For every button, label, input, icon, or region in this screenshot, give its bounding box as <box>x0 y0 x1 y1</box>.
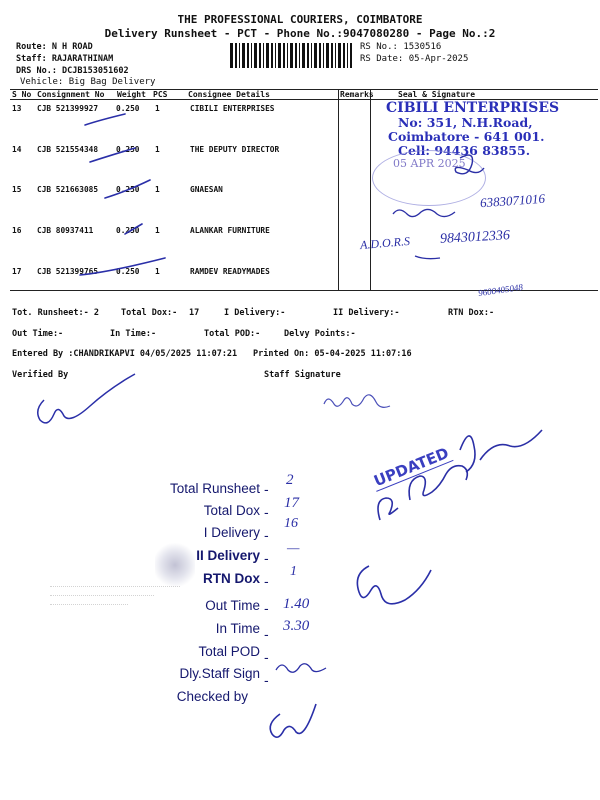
verified-by-label: Verified By <box>12 370 69 380</box>
row-pcs: 1 <box>155 267 160 276</box>
row-pcs: 1 <box>155 145 160 154</box>
rs-no-label: RS No.: 1530516 <box>360 42 442 52</box>
form-dly-staff-signature <box>272 656 332 682</box>
col-seal: Seal & Signature <box>398 90 476 99</box>
row-consignment: CJB 521663085 <box>37 185 99 194</box>
row-weight: 0.250 <box>116 267 140 276</box>
table-row <box>12 185 342 197</box>
barcode <box>230 43 352 68</box>
row-sno: 14 <box>12 145 22 154</box>
stamp-company: CIBILI ENTERPRISES <box>386 100 560 116</box>
route-label: Route: N H ROAD <box>16 42 93 52</box>
total-dox-value: 17 <box>189 308 200 318</box>
form-val-rtn-dox: 1 <box>290 564 297 579</box>
recipient-signature-marks <box>385 200 485 260</box>
staff-label: Staff: RAJARATHINAM <box>16 54 114 64</box>
form-dashes: - - - - - - - - - <box>264 481 269 688</box>
row-sno: 15 <box>12 185 22 194</box>
form-val-runsheet: 2 <box>286 472 294 488</box>
stamp-address: No: 351, N.H.Road, <box>398 115 533 130</box>
stamp-cell: Cell: 94436 83855. <box>398 143 531 158</box>
i-delivery-label: I Delivery:- <box>224 308 286 318</box>
form-val-ii-delivery: — <box>287 541 300 556</box>
date-stamp-text: 05 APR 2025 <box>393 157 466 170</box>
form-total-dox: Total Dox <box>203 503 260 518</box>
rtn-dox-label: RTN Dox:- <box>448 308 495 318</box>
form-checked-by: Checked by <box>176 689 248 704</box>
row-consignment: CJB 521399765 <box>37 267 99 276</box>
row-weight: 0.250 <box>116 226 140 235</box>
seal-squiggle <box>450 150 490 190</box>
staff-signature <box>318 388 398 416</box>
col-sno: S No <box>12 90 32 99</box>
form-out-time: Out Time <box>205 598 260 613</box>
col-consignee: Consignee Details <box>188 90 270 99</box>
row-consignee: GNAESAN <box>190 185 223 194</box>
row-sno: 16 <box>12 226 22 235</box>
form-val-dox: 17 <box>284 495 299 511</box>
form-val-out-time: 1.40 <box>283 596 310 612</box>
tot-runsheet: Tot. Runsheet:- 2 <box>12 308 99 318</box>
row-consignment: CJB 80937411 <box>37 226 94 235</box>
total-pod-label: Total POD:- <box>204 329 261 339</box>
row-pcs: 1 <box>155 226 160 235</box>
total-dox-label: Total Dox:- <box>121 308 178 318</box>
rs-date-label: RS Date: 05-Apr-2025 <box>360 54 469 64</box>
row-consignee: THE DEPUTY DIRECTOR <box>190 145 280 154</box>
delivery-tick-marks <box>80 100 160 290</box>
row-consignee: CIBILI ENTERPRISES <box>190 104 275 113</box>
row-consignee: RAMDEV READYMADES <box>190 267 270 276</box>
stamp-city: Coimbatore - 641 001. <box>388 129 545 144</box>
faded-print <box>50 580 180 620</box>
table-row <box>12 226 342 238</box>
form-i-delivery: I Delivery <box>203 525 260 540</box>
ii-delivery-label: II Delivery:- <box>333 308 400 318</box>
form-rtn-dox: RTN Dox <box>203 571 260 586</box>
entered-by: Entered By :CHANDRIKAPVI 04/05/2025 11:07:21 <box>12 349 238 359</box>
printed-on: Printed On: 05-04-2025 11:07:16 <box>253 349 412 359</box>
table-row <box>12 145 342 157</box>
col-consignment: Consignment No <box>37 90 105 99</box>
phone-handwritten-2: 9843012336 <box>439 228 511 247</box>
form-dly-staff-sign: Dly.Staff Sign <box>179 666 260 681</box>
vehicle-label: Vehicle: Big Bag Delivery <box>20 77 156 87</box>
col-pcs: PCS <box>153 90 168 99</box>
phone-handwritten-1: 6383071016 <box>479 190 546 211</box>
phone-handwritten-3: 9600405048 <box>477 281 524 299</box>
row-weight: 0.250 <box>116 145 140 154</box>
row-pcs: 1 <box>155 185 160 194</box>
form-val-in-time: 3.30 <box>283 618 310 634</box>
staff-signature-label: Staff Signature <box>264 370 341 380</box>
row-weight: 0.250 <box>116 104 140 113</box>
row16-handwritten-name: A.D.O.R.S <box>359 233 411 253</box>
row-sno: 13 <box>12 104 22 113</box>
out-time-label: Out Time:- <box>12 329 64 339</box>
form-total-pod: Total POD <box>198 644 260 659</box>
row-weight: 0.250 <box>116 185 140 194</box>
row-consignee: ALANKAR FURNITURE <box>190 226 270 235</box>
updated-stamp: UPDATED <box>369 443 453 492</box>
table-row <box>12 267 342 279</box>
updated-check-signature <box>345 560 435 620</box>
row-pcs: 1 <box>155 104 160 113</box>
seal-divider <box>370 89 371 290</box>
table-row <box>12 104 342 116</box>
verified-signature <box>30 370 140 430</box>
row-sno: 17 <box>12 267 22 276</box>
form-total-runsheet: Total Runsheet <box>169 481 260 496</box>
in-time-label: In Time:- <box>110 329 157 339</box>
form-in-time: In Time <box>215 621 260 636</box>
updated-signature <box>370 420 550 530</box>
delvy-points-label: Delvy Points:- <box>284 329 356 339</box>
row-consignment: CJB 521399927 <box>37 104 99 113</box>
col-weight: Weight <box>117 90 146 99</box>
col-remarks: Remarks <box>340 90 374 99</box>
runsheet-subtitle: Delivery Runsheet - PCT - Phone No.:9047080280 - Page No.:2 <box>104 27 496 40</box>
row-consignment: CJB 521554348 <box>37 145 99 154</box>
form-checked-signature <box>260 700 320 750</box>
form-ii-delivery: II Delivery <box>196 548 260 563</box>
drs-label: DRS No.: DCJB153051602 <box>16 66 129 76</box>
company-title: THE PROFESSIONAL COURIERS, COIMBATORE <box>177 13 423 26</box>
form-val-i-delivery: 16 <box>284 516 298 531</box>
